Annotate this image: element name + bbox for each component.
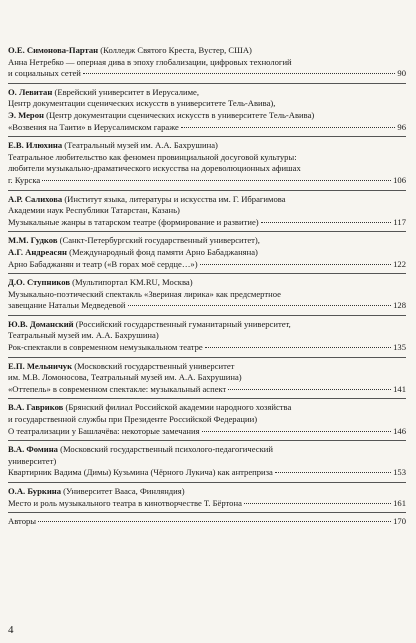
- toc-entry: [8, 513, 406, 531]
- article-title-text: Музыкальные жанры в татарском театре (формирование и развитие): [8, 216, 259, 227]
- leader-dots: [181, 127, 396, 128]
- article-title-last-line: [8, 498, 406, 510]
- author-affiliation: (Университет Вааса, Финляндия): [61, 486, 185, 496]
- leader-dots: [275, 472, 391, 473]
- toc-entry: [8, 441, 406, 483]
- author-line: [8, 235, 406, 247]
- leader-dots: [202, 431, 392, 432]
- author-name: О. Левитан: [8, 86, 53, 97]
- author-affiliation: (Брянский филиал Российской академии народного хозяйства: [63, 402, 292, 413]
- toc-entry: [8, 191, 406, 233]
- author-line: [8, 372, 406, 384]
- toc-page-number: 128: [393, 300, 406, 311]
- author-affiliation: (Российский государственный гуманитарный университет,: [73, 318, 291, 329]
- author-name: А.Р. Салихова: [8, 193, 63, 204]
- author-line: [8, 414, 406, 426]
- author-line: [8, 402, 406, 414]
- author-affiliation: (Московский государственный университет: [72, 360, 235, 371]
- article-title-last-line: [8, 259, 406, 271]
- article-title-last-line: [8, 122, 406, 134]
- toc-page-number: 141: [393, 383, 406, 394]
- author-line: [8, 247, 406, 259]
- article-title-last-line: [8, 384, 406, 396]
- leader-dots: [228, 389, 391, 390]
- author-name: Э. Мерон: [8, 109, 44, 120]
- author-affiliation: (Международный фонд памяти Арно Бабаджаняна): [66, 246, 258, 257]
- toc-page-number: 117: [393, 216, 406, 227]
- author-name: О.А. Буркина: [8, 486, 62, 496]
- author-affiliation: (Колледж Святого Креста, Вустер, США): [98, 45, 252, 55]
- article-title-last-line: [8, 467, 406, 479]
- author-line: [8, 110, 406, 122]
- author-name: Е.В. Илюхина: [8, 140, 63, 151]
- author-affiliation: (Театральный музей им. А.А. Бахрушина): [62, 140, 218, 151]
- author-affiliation: (Мультипортал KM.RU, Москва): [69, 277, 193, 288]
- leader-dots: [38, 521, 391, 522]
- article-title-text: завещание Натальи Медведевой: [8, 300, 126, 311]
- article-title-last-line: [8, 68, 406, 80]
- table-of-contents: [8, 42, 406, 531]
- toc-page-number: 122: [393, 258, 406, 269]
- toc-page-number: 170: [393, 516, 406, 527]
- article-title-line: Музыкально-поэтический спектакль «Звериная лирика» как предсмертное: [8, 288, 281, 299]
- leader-dots: [42, 180, 391, 181]
- article-title-text: Авторы: [8, 516, 37, 527]
- leader-dots: [205, 347, 391, 348]
- toc-entry: [8, 137, 406, 190]
- author-name: М.М. Гудков: [8, 235, 58, 246]
- author-name: Ю.В. Доманский: [8, 318, 74, 329]
- article-title-last-line: [8, 426, 406, 438]
- article-title-text: О театрализации у Башлачёва: некоторые замечания: [8, 425, 200, 436]
- toc-entry: [8, 232, 406, 274]
- author-line: [8, 87, 406, 99]
- article-title-line: Анна Нетребко — оперная дива в эпоху глобализации, цифровых технологий: [8, 56, 292, 67]
- author-name: Д.О. Ступников: [8, 277, 70, 288]
- author-line: [8, 194, 406, 206]
- leader-dots: [200, 264, 392, 265]
- leader-dots: [83, 73, 396, 74]
- toc-entry: [8, 42, 406, 84]
- toc-page-number: 153: [393, 467, 406, 478]
- author-affiliation: Центр документации сценических искусств в университете Тель-Авива),: [8, 98, 276, 109]
- article-title-last-line: [8, 342, 406, 354]
- toc-entry: [8, 274, 406, 316]
- author-affiliation: (Центр документации сценических искусств в университете Тель-Авива): [43, 109, 315, 120]
- author-name: Е.П. Мельничук: [8, 360, 73, 371]
- page-number: 4: [8, 624, 14, 636]
- toc-page-number: 161: [393, 497, 406, 508]
- author-name: В.А. Фомина: [8, 444, 58, 455]
- author-line: [8, 98, 406, 110]
- leader-dots: [261, 222, 392, 223]
- author-affiliation: (Московский государственный психолого-педагогический: [57, 444, 273, 455]
- author-affiliation: университет): [8, 455, 57, 466]
- article-title-line: Театральное любительство как феномен провинциальной досуговой культуры:: [8, 151, 297, 162]
- leader-dots: [244, 503, 391, 504]
- author-affiliation: (Институт языка, литературы и искусства им. Г. Ибрагимова: [62, 193, 286, 204]
- author-affiliation: (Еврейский университет в Иерусалиме,: [52, 86, 199, 97]
- author-line: [8, 205, 406, 217]
- toc-entry: [8, 358, 406, 400]
- article-title-last-line: [8, 516, 406, 528]
- article-title-last-line: [8, 175, 406, 187]
- toc-entry: [8, 84, 406, 137]
- leader-dots: [128, 305, 392, 306]
- article-title-last-line: [8, 217, 406, 229]
- author-line: [8, 361, 406, 373]
- toc-entry: [8, 316, 406, 358]
- author-line: [8, 140, 406, 152]
- toc-page-number: 96: [397, 121, 406, 132]
- author-line: [8, 277, 406, 289]
- toc-page-number: 146: [393, 425, 406, 436]
- author-name: А.Г. Андреасян: [8, 246, 67, 257]
- toc-entry: [8, 483, 406, 513]
- author-affiliation: (Санкт-Петербургский государственный университет),: [57, 235, 260, 246]
- article-title-text: «Оттепель» в современном спектакле: музыкальный аспект: [8, 383, 227, 394]
- article-title-text: «Возвения на Таити» в Иерусалимском гараже: [8, 121, 179, 132]
- author-affiliation: Академии наук Республики Татарстан, Казань): [8, 205, 180, 216]
- article-title-text: Арно Бабаджанян и театр («В горах моё сердце…»): [8, 258, 198, 269]
- author-line: [8, 319, 406, 331]
- toc-page-number: 106: [393, 174, 406, 185]
- author-line: [8, 45, 406, 57]
- toc-entry: [8, 399, 406, 441]
- author-name: В.А. Гавриков: [8, 402, 64, 413]
- author-affiliation: Театральный музей им. А.А. Бахрушина): [8, 330, 159, 341]
- article-title-text: Место и роль музыкального театра в кинотворчестве Т. Бёртона: [8, 497, 242, 508]
- author-affiliation: им. М.В. Ломоносова, Театральный музей им. А.А. Бахрушина): [8, 372, 242, 383]
- article-title-text: Рок-спектакли в современном немузыкальном театре: [8, 342, 203, 353]
- article-title-text: Квартирник Вадима (Димы) Кузьмина (Чёрного Лукича) как антреприза: [8, 467, 273, 478]
- author-affiliation: и государственной службы при Президенте Российской Федерации): [8, 414, 258, 425]
- article-title-text: и социальных сетей: [8, 68, 81, 79]
- author-line: [8, 330, 406, 342]
- toc-page-number: 135: [393, 342, 406, 353]
- author-line: [8, 444, 406, 456]
- author-line: [8, 486, 406, 498]
- author-line: [8, 456, 406, 468]
- article-title-last-line: [8, 300, 406, 312]
- article-title-line: любители музыкально-драматического искусства на дореволюционных афишах: [8, 163, 301, 174]
- author-name: О.Е. Симонова-Партан: [8, 45, 99, 55]
- toc-page-number: 90: [397, 68, 406, 79]
- article-title-text: г. Курска: [8, 174, 41, 185]
